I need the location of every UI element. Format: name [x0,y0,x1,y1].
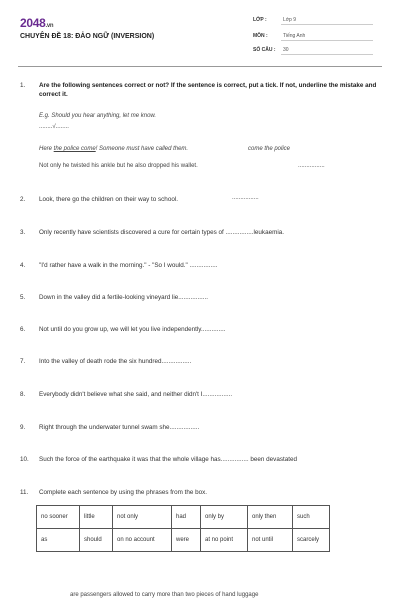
phrase-cell: only then [248,506,293,529]
phrase-row [37,529,330,552]
question-2-blank: ................ [232,195,259,201]
header-divider [18,66,382,67]
phrase-cell: scarcely [293,529,330,552]
example-3-blank: ................ [298,163,325,169]
phrase-cell: should [80,529,113,552]
example-3: Not only he twisted his ankle but he also dropped his wallet. [39,163,198,169]
example-eg: E.g. Should you hear anything, let me know. [39,113,157,119]
phrase-cell: only by [201,506,248,529]
example-tick: ........√........ [39,124,69,130]
phrase-cell: not until [248,529,293,552]
phrase-cell: not only [113,506,172,529]
phrase-cell: were [172,529,201,552]
phrase-cell: at no point [201,529,248,552]
phrase-cell: little [80,506,113,529]
phrase-cell: on no account [113,529,172,552]
example-2: Here the police come! Someone must have called them. [39,146,189,152]
example-2-fix: come the police [248,146,291,152]
phrase-cell: as [37,529,80,552]
site-logo: 2048.vn [20,16,54,30]
sentence-fragment: are passengers allowed to carry more than two pieces of hand luggage [70,592,259,598]
document-title: CHUYÊN ĐỀ 18: ĐẢO NGỮ (INVERSION) [20,33,155,40]
phrase-cell: such [293,506,330,529]
phrase-row [37,506,330,529]
phrase-cell: no sooner [37,506,80,529]
phrase-box [36,505,330,552]
phrase-cell: had [172,506,201,529]
